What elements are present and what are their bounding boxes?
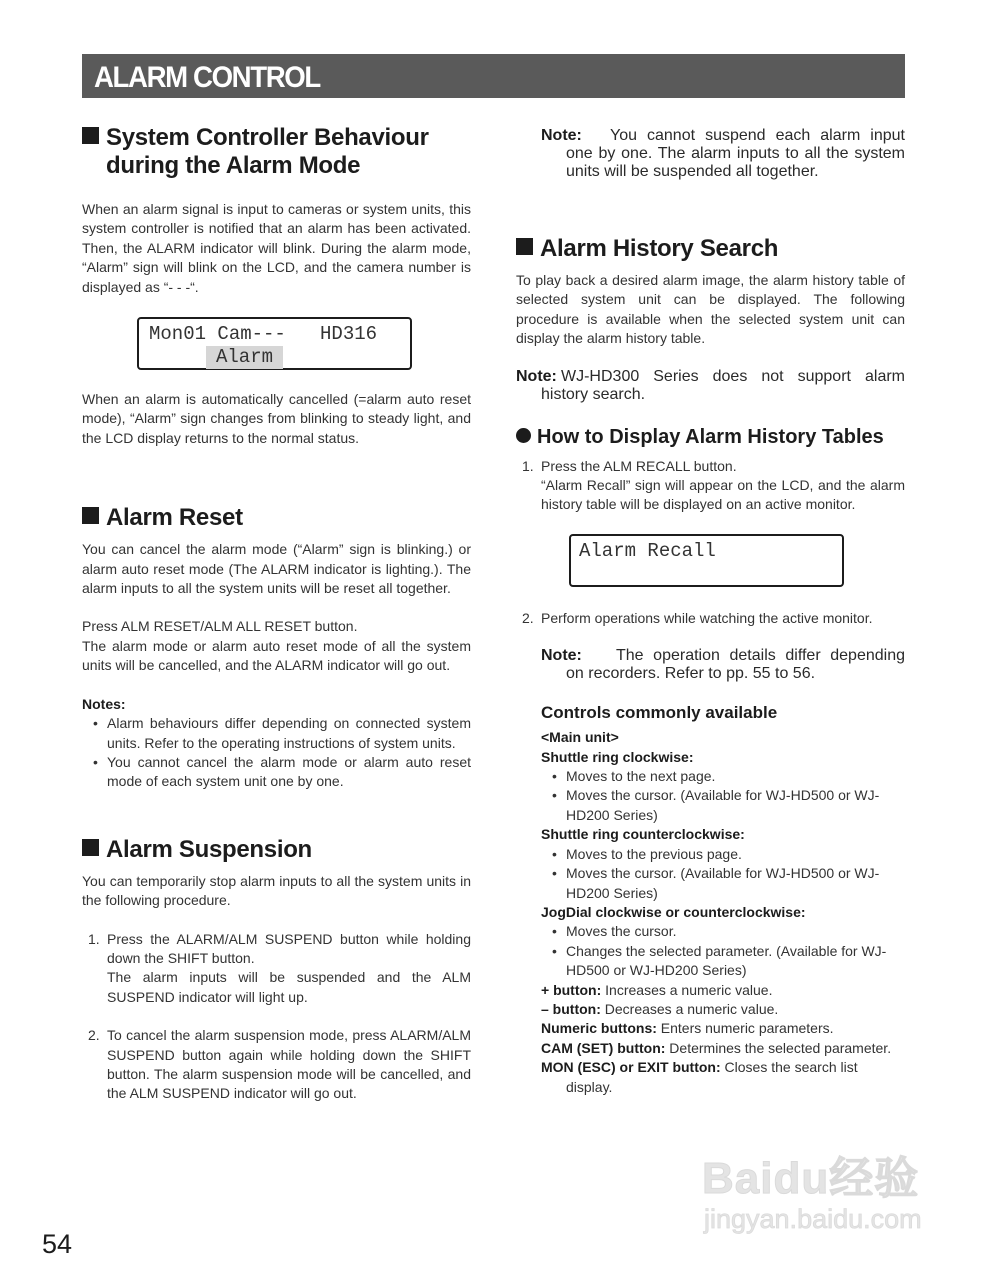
list-item: • You cannot cancel the alarm mode or alarm auto reset mode of each system unit one by one. (93, 753, 471, 790)
lcd-display-alarm (137, 317, 412, 370)
square-bullet-icon (82, 839, 99, 856)
baidu-watermark (700, 1140, 950, 1250)
note-hd300: Note: WJ-HD300 Series does not support alarm history search. (516, 367, 905, 403)
paragraph-press-reset: Press ALM RESET/ALM ALL RESET button. (82, 618, 358, 635)
right-column (516, 127, 905, 1097)
paragraph-auto-cancel: When an alarm is automatically cancelled (=alarm auto reset mode), “Alarm” sign changes from blinking to steady light, and the LCD display returns to the normal status. (82, 391, 471, 446)
heading-line-1: System Controller Behaviour (106, 124, 429, 151)
heading-system-controller-behaviour (82, 124, 471, 180)
left-column (82, 124, 471, 1104)
step-1: 1. Press the ALM RECALL button. “Alarm Recall” sign will appear on the LCD, and the alarm history table will be displayed on an active monitor. (522, 457, 905, 513)
square-bullet-icon (82, 127, 99, 144)
cam-set-button-desc: CAM (SET) button: Determines the selected parameter. (541, 1039, 892, 1056)
shuttle-cw-label: Shuttle ring clockwise: (541, 748, 694, 765)
list-item: • Changes the selected parameter. (Available for WJ-HD500 or WJ-HD200 Series) (552, 942, 887, 979)
section-header-bar (82, 54, 905, 98)
jogdial-label: JogDial clockwise or counterclockwise: (541, 903, 806, 920)
list-item: • Moves the cursor. (Available for WJ-HD500 or WJ-HD200 Series) (552, 865, 880, 901)
page-number: 54 (42, 1229, 73, 1259)
heading-line-2: during the Alarm Mode (106, 152, 361, 179)
paragraph-suspension: You can temporarily stop alarm inputs to all the system units in the following procedure. (82, 872, 471, 909)
step-2: 2. To cancel the alarm suspension mode, press ALARM/ALM SUSPEND button again while holding down the SHIFT button. The alarm suspension mode will be cancelled, and the ALM SUSPEND indicator will go out. (88, 1027, 471, 1102)
notes-list (82, 714, 471, 792)
square-bullet-icon (516, 238, 533, 255)
history-steps (516, 457, 905, 515)
plus-button-desc: + button: Increases a numeric value. (541, 981, 773, 998)
lcd-row-1: Mon01 Cam--- HD316 (149, 323, 378, 346)
step-1: 1. Press the ALARM/ALM SUSPEND button while holding down the SHIFT button. The alarm inputs will be suspended and the ALM SUSPEND indicator will light up. (88, 930, 471, 1005)
jogdial-list (541, 922, 905, 980)
shuttle-ccw-list (541, 845, 905, 903)
paragraph-alarm-reset: You can cancel the alarm mode (“Alarm” sign is blinking.) or alarm auto reset mode (The ALARM indicator is lighting.). The alarm inputs to all the system units will be reset all together. (82, 541, 471, 597)
mon-esc-button-desc: MON (ESC) or EXIT button: Closes the search list display. (541, 1059, 858, 1095)
square-bullet-icon (82, 507, 99, 524)
circle-bullet-icon (516, 428, 531, 443)
notes-label: Notes: (82, 695, 126, 712)
controls-section (516, 702, 905, 1097)
paragraph-history: To play back a desired alarm image, the alarm history table of selected system unit can be displayed. The following procedure is available when the selected system unit can display the alarm history table. (516, 272, 905, 347)
page-title: ALARM CONTROL (94, 61, 320, 94)
lcd-alarm-sign: Alarm (206, 346, 283, 369)
list-item: • Moves the cursor. (Available for WJ-HD500 or WJ-HD200 Series) (552, 787, 880, 823)
shuttle-cw-list (541, 767, 905, 825)
note-suspend: Note: You cannot suspend each alarm input one by one. The alarm inputs to all the system units will be suspended all together. (541, 127, 905, 180)
suspension-steps (82, 930, 471, 1104)
minus-button-desc: – button: Decreases a numeric value. (541, 1000, 779, 1017)
history-steps-2 (516, 609, 905, 628)
shuttle-ccw-label: Shuttle ring counterclockwise: (541, 826, 745, 843)
watermark-url: jingyan.baidu.com (704, 1204, 922, 1234)
numeric-buttons-desc: Numeric buttons: Enters numeric parameters. (541, 1020, 834, 1037)
heading-alarm-reset: Alarm Reset (82, 504, 471, 532)
step-2: 2. Perform operations while watching the active monitor. (522, 609, 873, 626)
list-item: • Moves to the previous page. (552, 845, 742, 862)
lcd-display-alarm-recall: Alarm Recall (569, 534, 844, 587)
heading-alarm-suspension: Alarm Suspension (82, 836, 471, 864)
list-item: • Moves to the next page. (552, 768, 716, 785)
note-recorders: Note: The operation details differ depending on recorders. Refer to pp. 55 to 56. (541, 647, 905, 683)
subheading-display-history: How to Display Alarm History Tables (516, 425, 905, 449)
paragraph-alarm-mode: When an alarm signal is input to cameras or system units, this system controller is notified that an alarm has been activated. Then, the ALARM indicator will blink. During the alarm mode, “Alarm” sign will blink on the LCD, and the camera number is displayed as “- - -“. (82, 201, 471, 295)
paragraph-reset-result: The alarm mode or alarm auto reset mode of all the system units will be cancelled, and the ALARM indicator will go out. (82, 637, 471, 674)
list-item: • Alarm behaviours differ depending on connected system units. Refer to the operating instructions of system units. (93, 715, 471, 751)
main-unit-label: <Main unit> (541, 729, 619, 746)
heading-alarm-history-search: Alarm History Search (516, 235, 905, 263)
watermark-brand: Baidu经验 (702, 1154, 920, 1203)
list-item: • Moves the cursor. (552, 923, 677, 940)
controls-heading: Controls commonly available (541, 703, 778, 723)
